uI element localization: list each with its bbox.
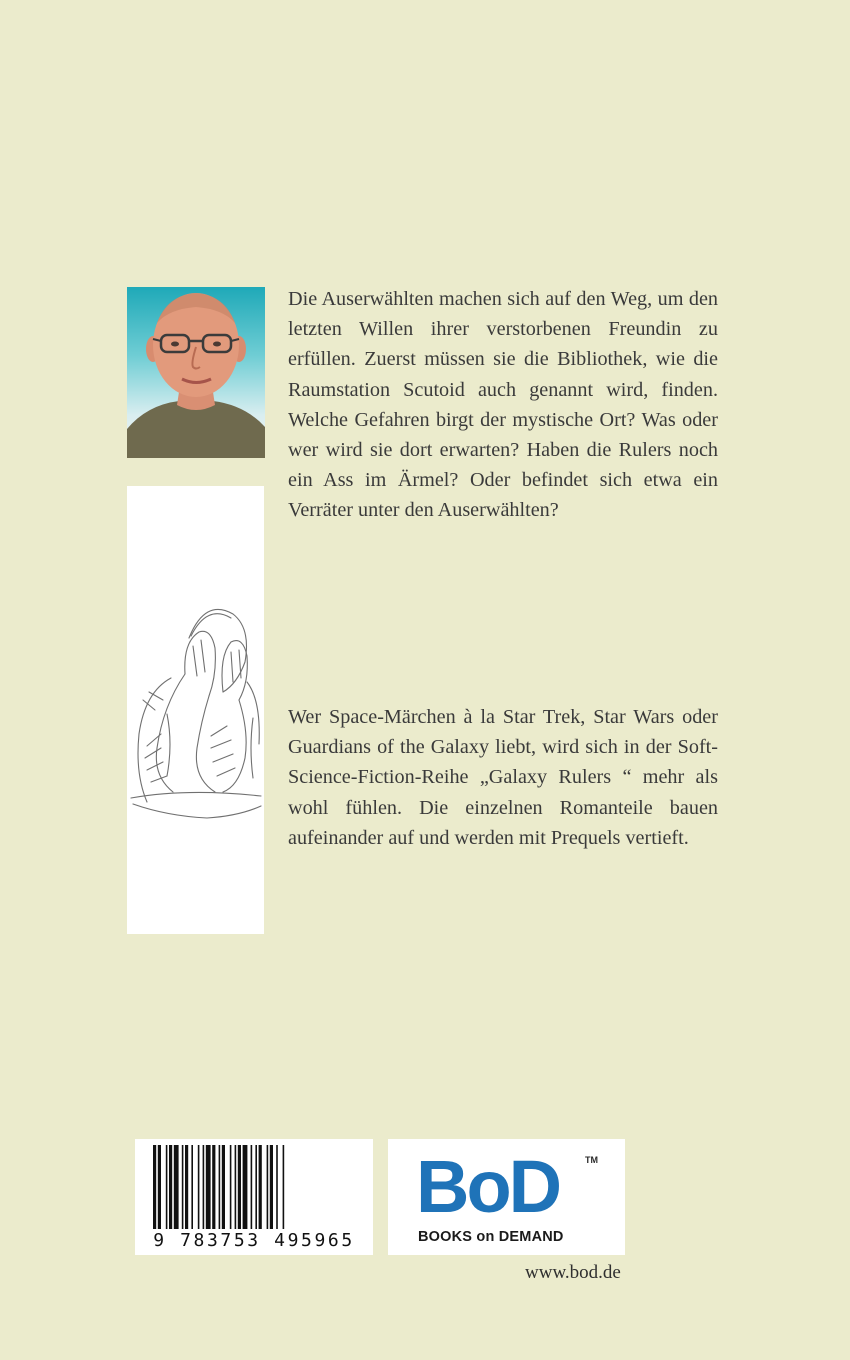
- barcode-bar: [251, 1145, 253, 1229]
- barcode-bar: [243, 1145, 248, 1229]
- barcode-bar: [153, 1145, 156, 1229]
- barcode-bar: [191, 1145, 193, 1229]
- blurb-paragraph-1: Die Auserwählten machen sich auf den Weg, um den letzten Willen ihrer verstorbenen Freundin zu erfüllen. Zuerst müssen sie die Bibliothek, wie die Raumstation Scutoid auch genannt wird, finden. Welche Gefahren birgt der mystische Ort? Was oder wer wird sie dort erwarten? Haben die Rulers noch ein Ass im Ärmel? Oder befindet sich etwa ein Verräter unter den Auserwählten?: [288, 288, 718, 522]
- author-portrait-illustration: [127, 287, 265, 458]
- author-photo: [127, 287, 265, 458]
- barcode-bar: [267, 1145, 269, 1229]
- barcode-bar: [158, 1145, 161, 1229]
- barcode-bar: [270, 1145, 273, 1229]
- barcode-bar: [276, 1145, 278, 1229]
- publisher-logo: [388, 1139, 625, 1255]
- trademark-symbol: TM: [585, 1155, 598, 1165]
- barcode-bar: [255, 1145, 257, 1229]
- barcode-bar: [219, 1145, 221, 1229]
- barcode-bar: [230, 1145, 232, 1229]
- barcode-bar: [174, 1145, 179, 1229]
- sketch-illustration-panel: [127, 486, 264, 934]
- barcode-bar: [235, 1145, 237, 1229]
- barcode-bar: [206, 1145, 211, 1229]
- barcode-bar: [238, 1145, 241, 1229]
- barcode-bar: [198, 1145, 200, 1229]
- barcode-bar: [166, 1145, 168, 1229]
- barcode-bar: [185, 1145, 188, 1229]
- barcode-bar: [169, 1145, 172, 1229]
- barcode-bar: [182, 1145, 184, 1229]
- publisher-tagline: BOOKS on DEMAND: [418, 1229, 564, 1245]
- barcode-bar: [283, 1145, 285, 1229]
- publisher-mark: BoD: [416, 1145, 560, 1228]
- despair-sketch-illustration: [127, 486, 264, 934]
- barcode-bar: [212, 1145, 215, 1229]
- blurb-paragraph-2: Wer Space-Märchen à la Star Trek, Star Wars oder Guardians of the Galaxy liebt, wird sich in der Soft- Science-Fiction-Reihe „Galaxy Rulers “ mehr als wohl fühlen. Die einzelnen Romanteile bauen aufeinander auf und werden mit Prequels vertieft.: [288, 706, 718, 849]
- barcode-bar: [222, 1145, 225, 1229]
- isbn-barcode: [135, 1139, 373, 1255]
- publisher-website: www.bod.de: [525, 1262, 621, 1283]
- barcode-bar: [259, 1145, 262, 1229]
- barcode-bar: [203, 1145, 205, 1229]
- isbn-number: 9 783753 495965: [153, 1230, 355, 1251]
